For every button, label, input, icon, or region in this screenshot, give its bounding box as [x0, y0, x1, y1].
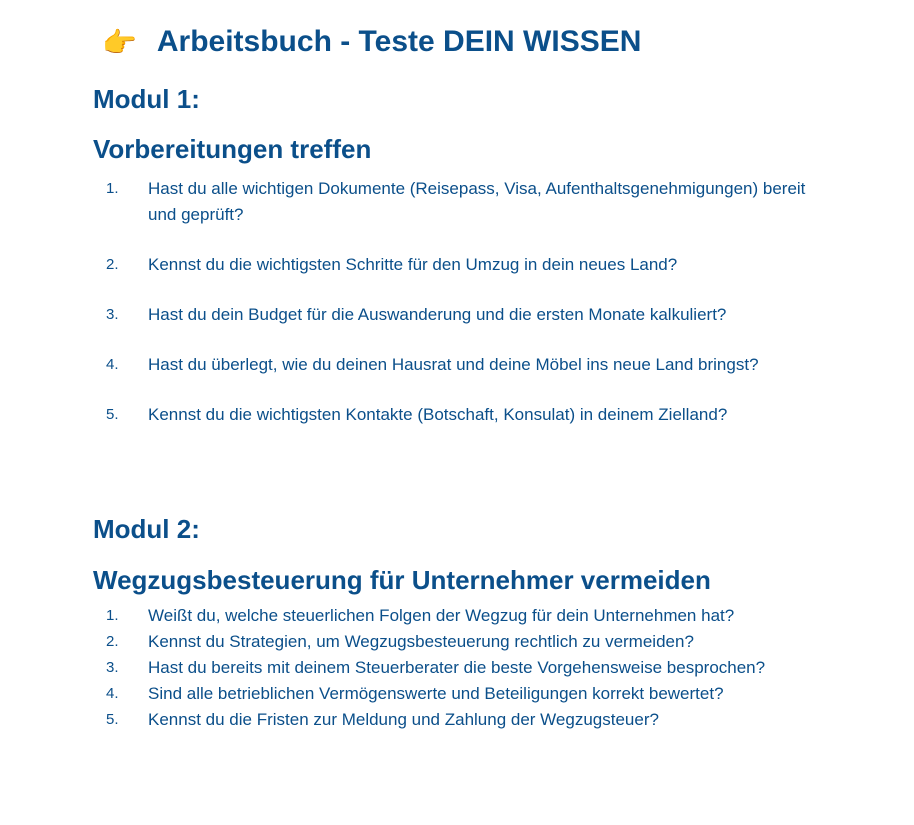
list-item-text: Kennst du die wichtigsten Schritte für den Umzug in dein neues Land? — [148, 255, 678, 274]
list-item — [0, 707, 860, 733]
page-title-text: Arbeitsbuch - Teste DEIN WISSEN — [156, 25, 642, 58]
list-item — [0, 302, 860, 328]
list-item-text: Hast du bereits mit deinem Steuerberater die beste Vorgehensweise besprochen? — [148, 658, 766, 677]
list-item — [0, 655, 860, 681]
list-item-number: 1. — [106, 180, 119, 197]
list-item-number: 1. — [106, 607, 119, 624]
list-item — [0, 252, 860, 278]
list-item — [0, 603, 860, 629]
list-item — [0, 352, 860, 378]
list-item-text: Hast du alle wichtigen Dokumente (Reisepass, Visa, Aufenthaltsgenehmigungen) bereit und geprüft? — [148, 179, 806, 224]
list-item-number: 2. — [106, 256, 119, 273]
module-1-label: Modul 1: — [93, 84, 200, 114]
module-2-question-list — [0, 603, 860, 733]
list-item-number: 2. — [106, 633, 119, 650]
pointing-right-hand-icon: 👉 — [102, 25, 137, 59]
list-item-text: Kennst du Strategien, um Wegzugsbesteuerung rechtlich zu vermeiden? — [148, 632, 694, 651]
list-item-number: 3. — [106, 306, 119, 323]
list-item-number: 4. — [106, 356, 119, 373]
list-item-text: Hast du überlegt, wie du deinen Hausrat und deine Möbel ins neue Land bringst? — [148, 355, 759, 374]
list-item — [0, 629, 860, 655]
list-item — [0, 681, 860, 707]
list-item-text: Kennst du die wichtigsten Kontakte (Botschaft, Konsulat) in deinem Zielland? — [148, 405, 728, 424]
list-item-text: Hast du dein Budget für die Auswanderung und die ersten Monate kalkuliert? — [148, 305, 727, 324]
list-item-number: 5. — [106, 711, 119, 728]
list-item-text: Kennst du die Fristen zur Meldung und Zahlung der Wegzugsteuer? — [148, 710, 659, 729]
list-item-number: 3. — [106, 659, 119, 676]
list-item — [0, 402, 860, 428]
list-item-number: 5. — [106, 406, 119, 423]
module-1-heading: Vorbereitungen treffen — [93, 134, 372, 164]
module-2-heading: Wegzugsbesteuerung für Unternehmer vermeiden — [93, 565, 711, 595]
page-title — [102, 22, 641, 62]
list-item-text: Sind alle betrieblichen Vermögenswerte und Beteiligungen korrekt bewertet? — [148, 684, 724, 703]
list-item-number: 4. — [106, 685, 119, 702]
list-item — [0, 176, 860, 228]
list-item-text: Weißt du, welche steuerlichen Folgen der Wegzug für dein Unternehmen hat? — [148, 606, 735, 625]
module-1-question-list — [0, 176, 860, 452]
module-2-label: Modul 2: — [93, 514, 200, 544]
